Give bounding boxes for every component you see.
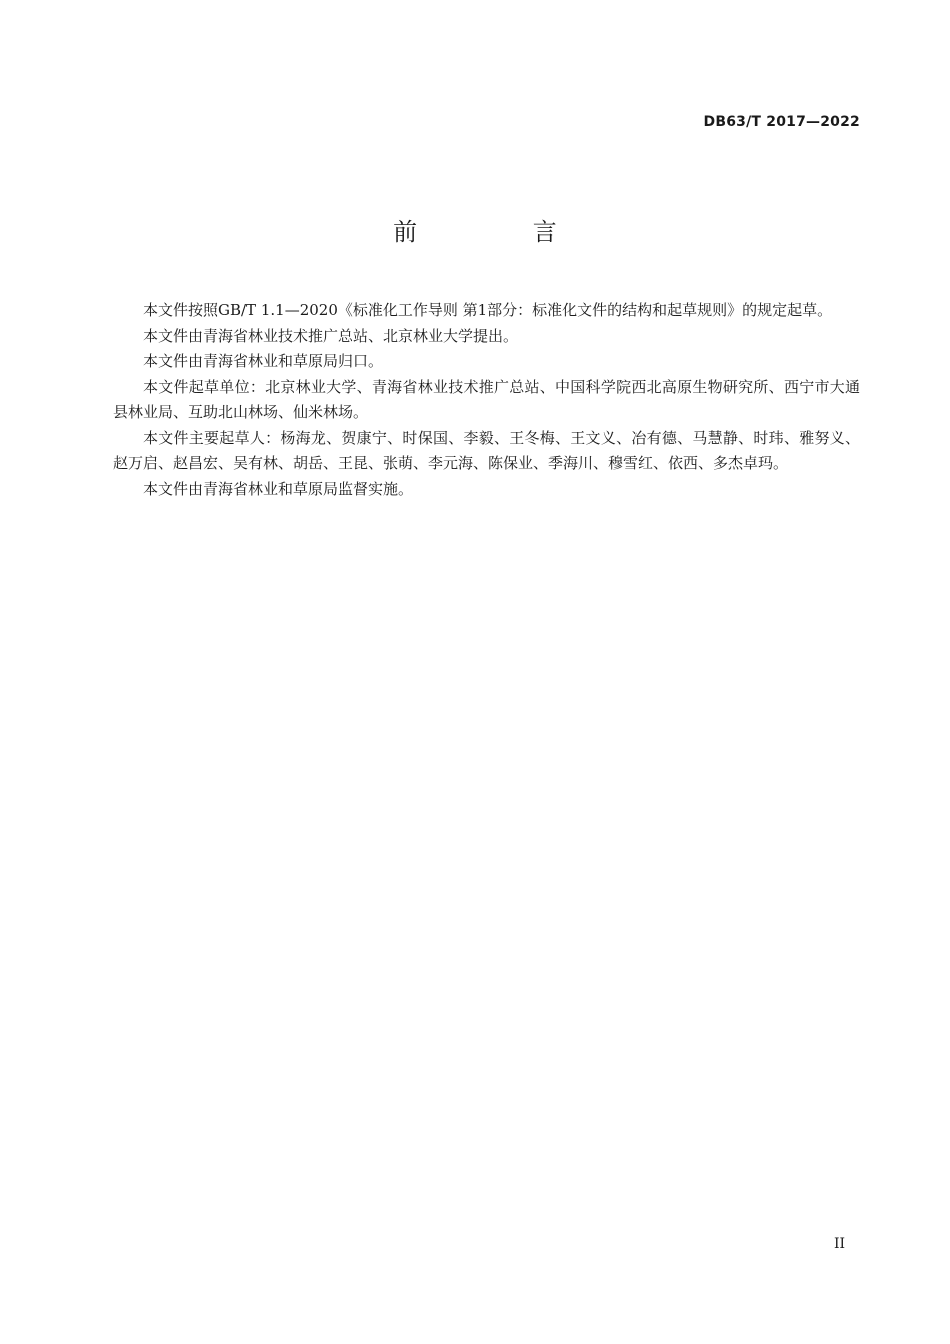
page-number: II <box>833 1236 845 1252</box>
paragraph-drafting-units: 本文件起草单位：北京林业大学、青海省林业技术推广总站、中国科学院西北高原生物研究所、西宁市大通县林业局、互助北山林场、仙米林场。 <box>113 377 860 421</box>
document-code: DB63/T 2017—2022 <box>703 114 860 130</box>
paragraph-administrator: 本文件由青海省林业和草原局归口。 <box>143 352 384 370</box>
paragraph-drafting-rules: 本文件按照GB/T 1.1—2020《标准化工作导则 第1部分：标准化文件的结构和起草规则》的规定起草。 <box>143 301 833 319</box>
paragraph-proposer: 本文件由青海省林业技术推广总站、北京林业大学提出。 <box>143 326 519 345</box>
paragraph-supervisor: 本文件由青海省林业和草原局监督实施。 <box>143 479 414 498</box>
foreword-body <box>113 298 860 502</box>
paragraph-drafters: 本文件主要起草人：杨海龙、贺康宁、时保国、李毅、王冬梅、王文义、冶有德、马慧静、时玮、雅努义、赵万启、赵昌宏、吴有林、胡岳、王昆、张萌、李元海、陈保业、季海川、穆雪红、依西、多杰卓玛。 <box>113 428 860 472</box>
page-title: 前 言 <box>393 218 611 246</box>
